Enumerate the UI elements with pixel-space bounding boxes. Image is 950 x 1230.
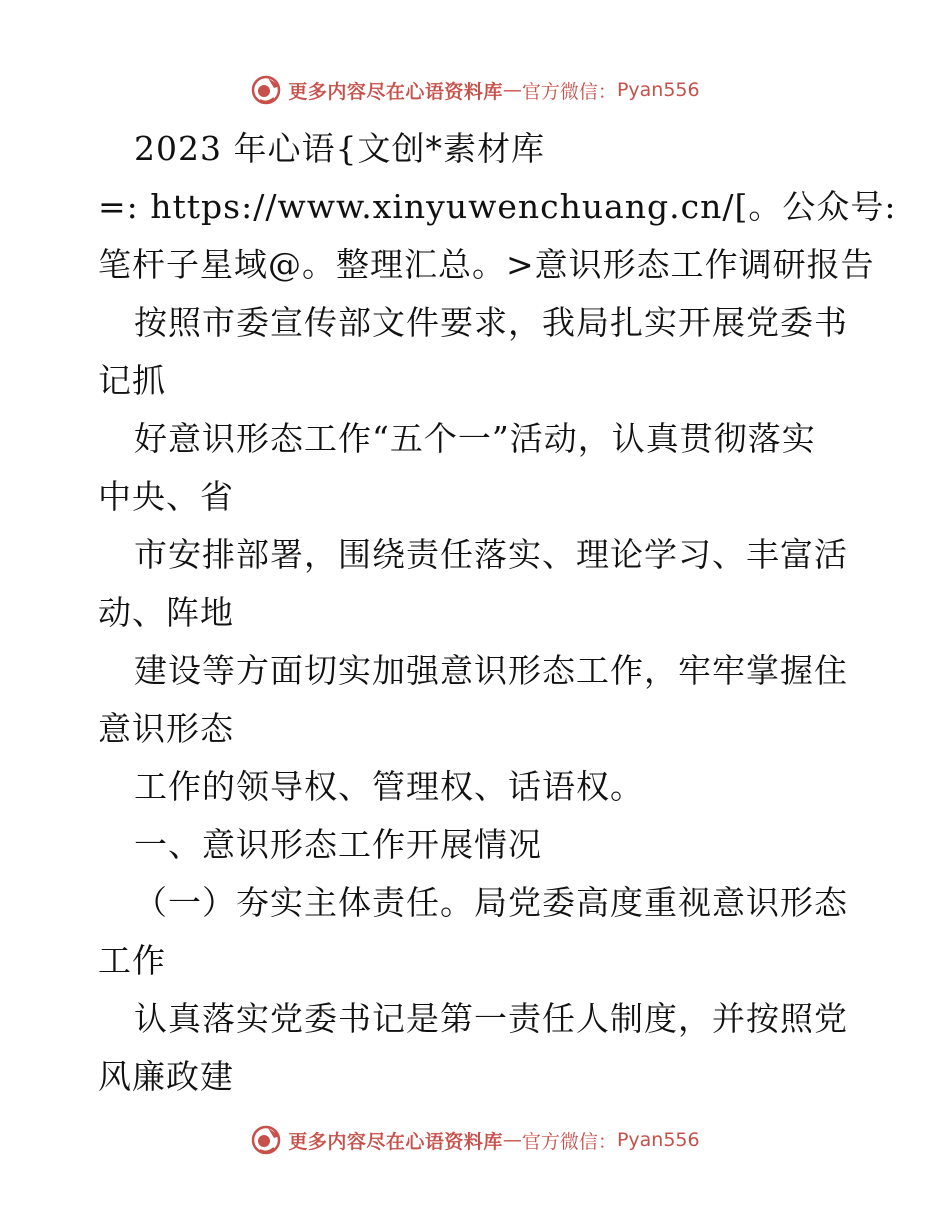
doc-line: 动、阵地	[98, 593, 234, 632]
doc-line: 风廉政建	[98, 1057, 234, 1096]
banner-sub-text: 官方微信：	[521, 80, 617, 103]
banner-main-text: 更多内容尽在心语资料库	[288, 80, 503, 103]
doc-line: 认真落实党委书记是第一责任人制度，并按照党	[134, 999, 848, 1038]
banner-separator: —	[502, 1129, 522, 1151]
banner-wechat-id: Pyan556	[616, 79, 700, 101]
doc-line: 市安排部署，围绕责任落实、理论学习、丰富活	[134, 535, 848, 574]
doc-line: 工作的领导权、管理权、话语权。	[134, 767, 644, 806]
doc-line: =: https://www.xinyuwenchuang.cn/[。公众号:	[98, 187, 897, 226]
banner-main-text: 更多内容尽在心语资料库	[288, 1130, 503, 1153]
doc-line: 按照市委宣传部文件要求，我局扎实开展党委书	[134, 303, 848, 342]
doc-line: 2023 年心语{文创*素材库	[134, 129, 545, 168]
banner-separator: —	[502, 79, 522, 101]
doc-line: 好意识形态工作“五个一”活动，认真贯彻落实	[134, 419, 816, 458]
doc-line: 笔杆子星域@。整理汇总。>意识形态工作调研报告	[98, 245, 875, 284]
banner-wechat-id: Pyan556	[616, 1129, 700, 1151]
xinyu-logo-icon	[250, 1124, 282, 1156]
doc-line: 建设等方面切实加强意识形态工作，牢牢掌握住	[134, 651, 848, 690]
doc-line: 意识形态	[98, 709, 234, 748]
doc-line: 工作	[98, 941, 166, 980]
doc-line: （一）夯实主体责任。局党委高度重视意识形态	[134, 883, 848, 922]
header-banner	[0, 70, 950, 110]
doc-line: 中央、省	[98, 477, 234, 516]
document-body	[98, 120, 897, 1106]
xinyu-logo-icon	[250, 74, 282, 106]
banner-sub-text: 官方微信：	[521, 1130, 617, 1153]
doc-line: 记抓	[98, 361, 166, 400]
section-heading: 一、意识形态工作开展情况	[134, 825, 542, 864]
footer-banner	[0, 1120, 950, 1160]
